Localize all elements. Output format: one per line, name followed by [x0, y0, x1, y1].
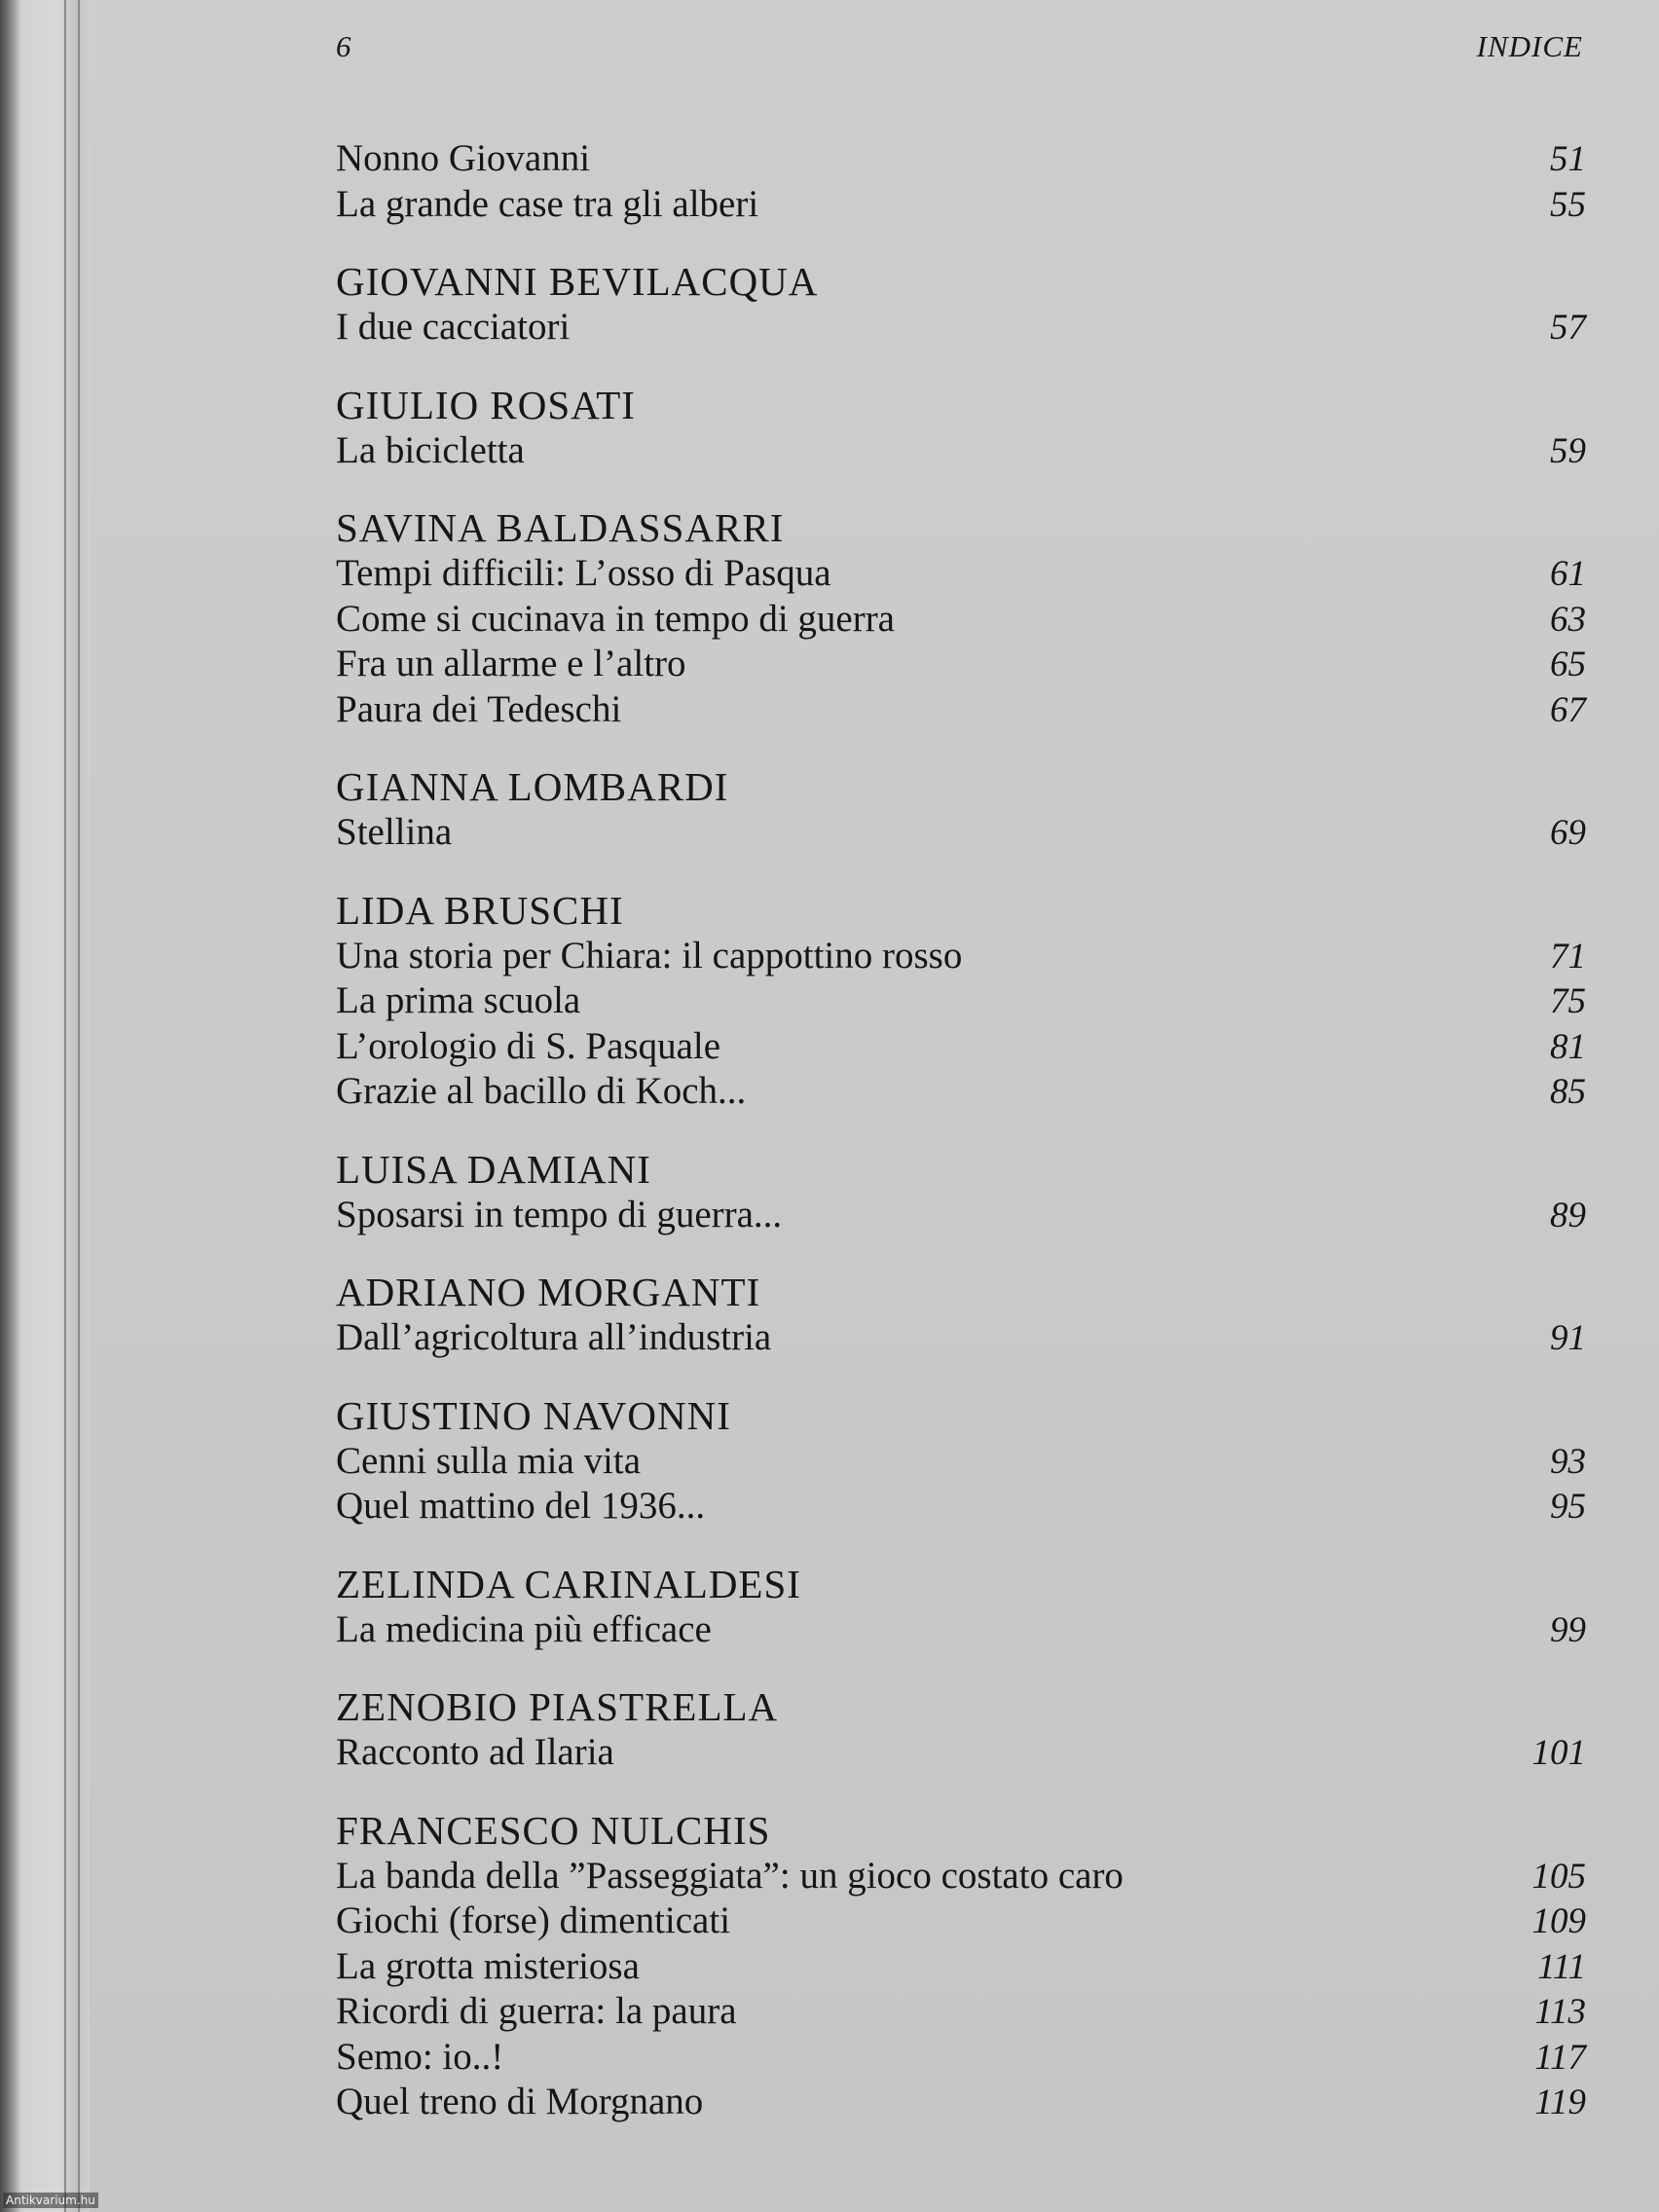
author-name: ZENOBIO PIASTRELLA: [336, 1684, 779, 1729]
entry-page-number: 109: [1531, 1901, 1586, 1941]
toc-entry: [336, 2035, 1586, 2081]
entry-title: La medicina più efficace: [336, 1607, 712, 1650]
toc-entry: [336, 1607, 1586, 1653]
toc-entry: [336, 1439, 1586, 1485]
author-name: ZELINDA CARINALDESI: [336, 1561, 801, 1606]
author-name: ADRIANO MORGANTI: [336, 1270, 761, 1314]
entry-title: L’orologio di S. Pasquale: [336, 1024, 721, 1067]
entry-page-number: 111: [1536, 1946, 1586, 1987]
toc-entry: [336, 1989, 1586, 2035]
entry-page-number: 113: [1534, 1992, 1586, 2032]
toc-author-group: [336, 1146, 1586, 1238]
author-name: GIOVANNI BEVILACQUA: [336, 259, 819, 304]
entry-page-number: 69: [1550, 813, 1586, 853]
entry-page-number: 119: [1534, 2083, 1586, 2122]
entry-title: Giochi (forse) dimenticati: [336, 1899, 731, 1941]
toc-author-group: [336, 1807, 1586, 2125]
entry-page-number: 85: [1550, 1072, 1586, 1112]
entry-page-number: 89: [1550, 1195, 1586, 1235]
entry-page-number: 81: [1550, 1026, 1586, 1067]
toc-entry: [336, 305, 1586, 350]
running-head: [336, 29, 1583, 78]
toc-entry: [336, 182, 1586, 228]
entry-title: Cenni sulla mia vita: [336, 1439, 642, 1482]
toc-author-group: [336, 136, 1586, 227]
entry-title: Come si cucinava in tempo di guerra: [336, 597, 895, 640]
author-name: LUISA DAMIANI: [336, 1146, 651, 1192]
entry-title: Grazie al bacillo di Koch...: [336, 1070, 747, 1112]
author-name: FRANCESCO NULCHIS: [336, 1807, 771, 1853]
entry-page-number: 75: [1550, 981, 1586, 1021]
entry-title: Una storia per Chiara: il cappottino rosso: [336, 934, 963, 977]
toc-entry: [336, 978, 1586, 1024]
entry-page-number: 95: [1550, 1487, 1586, 1527]
entry-title: Quel mattino del 1936...: [336, 1485, 706, 1527]
entry-title: Sposarsi in tempo di guerra...: [336, 1193, 783, 1235]
toc-entry: [336, 1944, 1586, 1990]
entry-page-number: 117: [1534, 2037, 1586, 2078]
entry-page-number: 55: [1550, 184, 1586, 225]
author-name: GIUSTINO NAVONNI: [336, 1392, 731, 1438]
toc-author-group: [336, 258, 1586, 350]
page-edge-line: [78, 0, 80, 2212]
toc-entry: [336, 1484, 1586, 1530]
entry-page-number: 91: [1550, 1318, 1586, 1358]
entry-page-number: 51: [1550, 139, 1586, 179]
toc-entry: [336, 1024, 1586, 1070]
author-name: GIANNA LOMBARDI: [336, 764, 729, 809]
entry-title: La banda della ”Passeggiata”: un gioco costato caro: [336, 1854, 1124, 1897]
entry-title: Quel treno di Morgnano: [336, 2081, 704, 2122]
toc-entry: [336, 428, 1586, 474]
toc-author-group: [336, 382, 1586, 474]
toc-author-group: [336, 887, 1586, 1115]
toc-entry: [336, 551, 1586, 597]
toc-entry: [336, 642, 1586, 687]
entry-title: La bicicletta: [336, 428, 525, 471]
entry-page-number: 57: [1550, 308, 1586, 348]
toc-author-group: [336, 1392, 1586, 1530]
author-name: LIDA BRUSCHI: [336, 887, 624, 933]
page-edge-line: [64, 0, 66, 2212]
toc-author-group: [336, 763, 1586, 856]
entry-title: Stellina: [336, 811, 453, 853]
entry-page-number: 101: [1531, 1733, 1586, 1773]
entry-title: Dall’agricoltura all’industria: [336, 1316, 772, 1358]
toc-author-group: [336, 1683, 1586, 1776]
toc-entry: [336, 1315, 1586, 1361]
entry-page-number: 71: [1550, 936, 1586, 977]
toc-entry: [336, 1854, 1586, 1899]
toc-entry: [336, 810, 1586, 856]
entry-page-number: 67: [1550, 689, 1586, 730]
section-title: INDICE: [1476, 29, 1583, 63]
entry-title: Fra un allarme e l’altro: [336, 643, 686, 684]
entry-page-number: 63: [1550, 599, 1586, 640]
entry-page-number: 105: [1531, 1856, 1586, 1897]
entry-title: Tempi difficili: L’osso di Pasqua: [336, 552, 831, 594]
toc-author-group: [336, 1561, 1586, 1653]
toc-entry: [336, 1193, 1586, 1238]
entry-page-number: 93: [1550, 1441, 1586, 1482]
entry-title: Semo: io..!: [336, 2035, 504, 2078]
entry-title: La grotta misteriosa: [336, 1944, 640, 1987]
author-name: SAVINA BALDASSARRI: [336, 505, 785, 550]
entry-title: La grande case tra gli alberi: [336, 182, 759, 225]
entry-page-number: 61: [1550, 554, 1586, 594]
toc-entry: [336, 1069, 1586, 1115]
entry-title: La prima scuola: [336, 979, 581, 1021]
watermark: Antikvarium.hu: [3, 2193, 98, 2208]
toc-entry: [336, 136, 1586, 182]
toc-entry: [336, 1730, 1586, 1776]
author-name: GIULIO ROSATI: [336, 382, 636, 427]
entry-title: Ricordi di guerra: la paura: [336, 1990, 737, 2032]
entry-title: Paura dei Tedeschi: [336, 687, 622, 730]
toc-author-group: [336, 1269, 1586, 1361]
toc-entry: [336, 2080, 1586, 2125]
toc-author-group: [336, 504, 1586, 732]
toc-entry: [336, 687, 1586, 733]
toc-entry: [336, 597, 1586, 643]
toc-entry: [336, 1899, 1586, 1944]
entry-title: I due cacciatori: [336, 306, 571, 348]
book-spine: [0, 0, 90, 2212]
entry-title: Nonno Giovanni: [336, 137, 591, 179]
entry-page-number: 99: [1550, 1609, 1586, 1650]
table-of-contents: [336, 136, 1586, 2157]
entry-title: Racconto ad Ilaria: [336, 1731, 614, 1773]
page-number: 6: [336, 29, 351, 63]
toc-entry: [336, 934, 1586, 979]
entry-page-number: 65: [1550, 645, 1586, 684]
entry-page-number: 59: [1550, 430, 1586, 471]
